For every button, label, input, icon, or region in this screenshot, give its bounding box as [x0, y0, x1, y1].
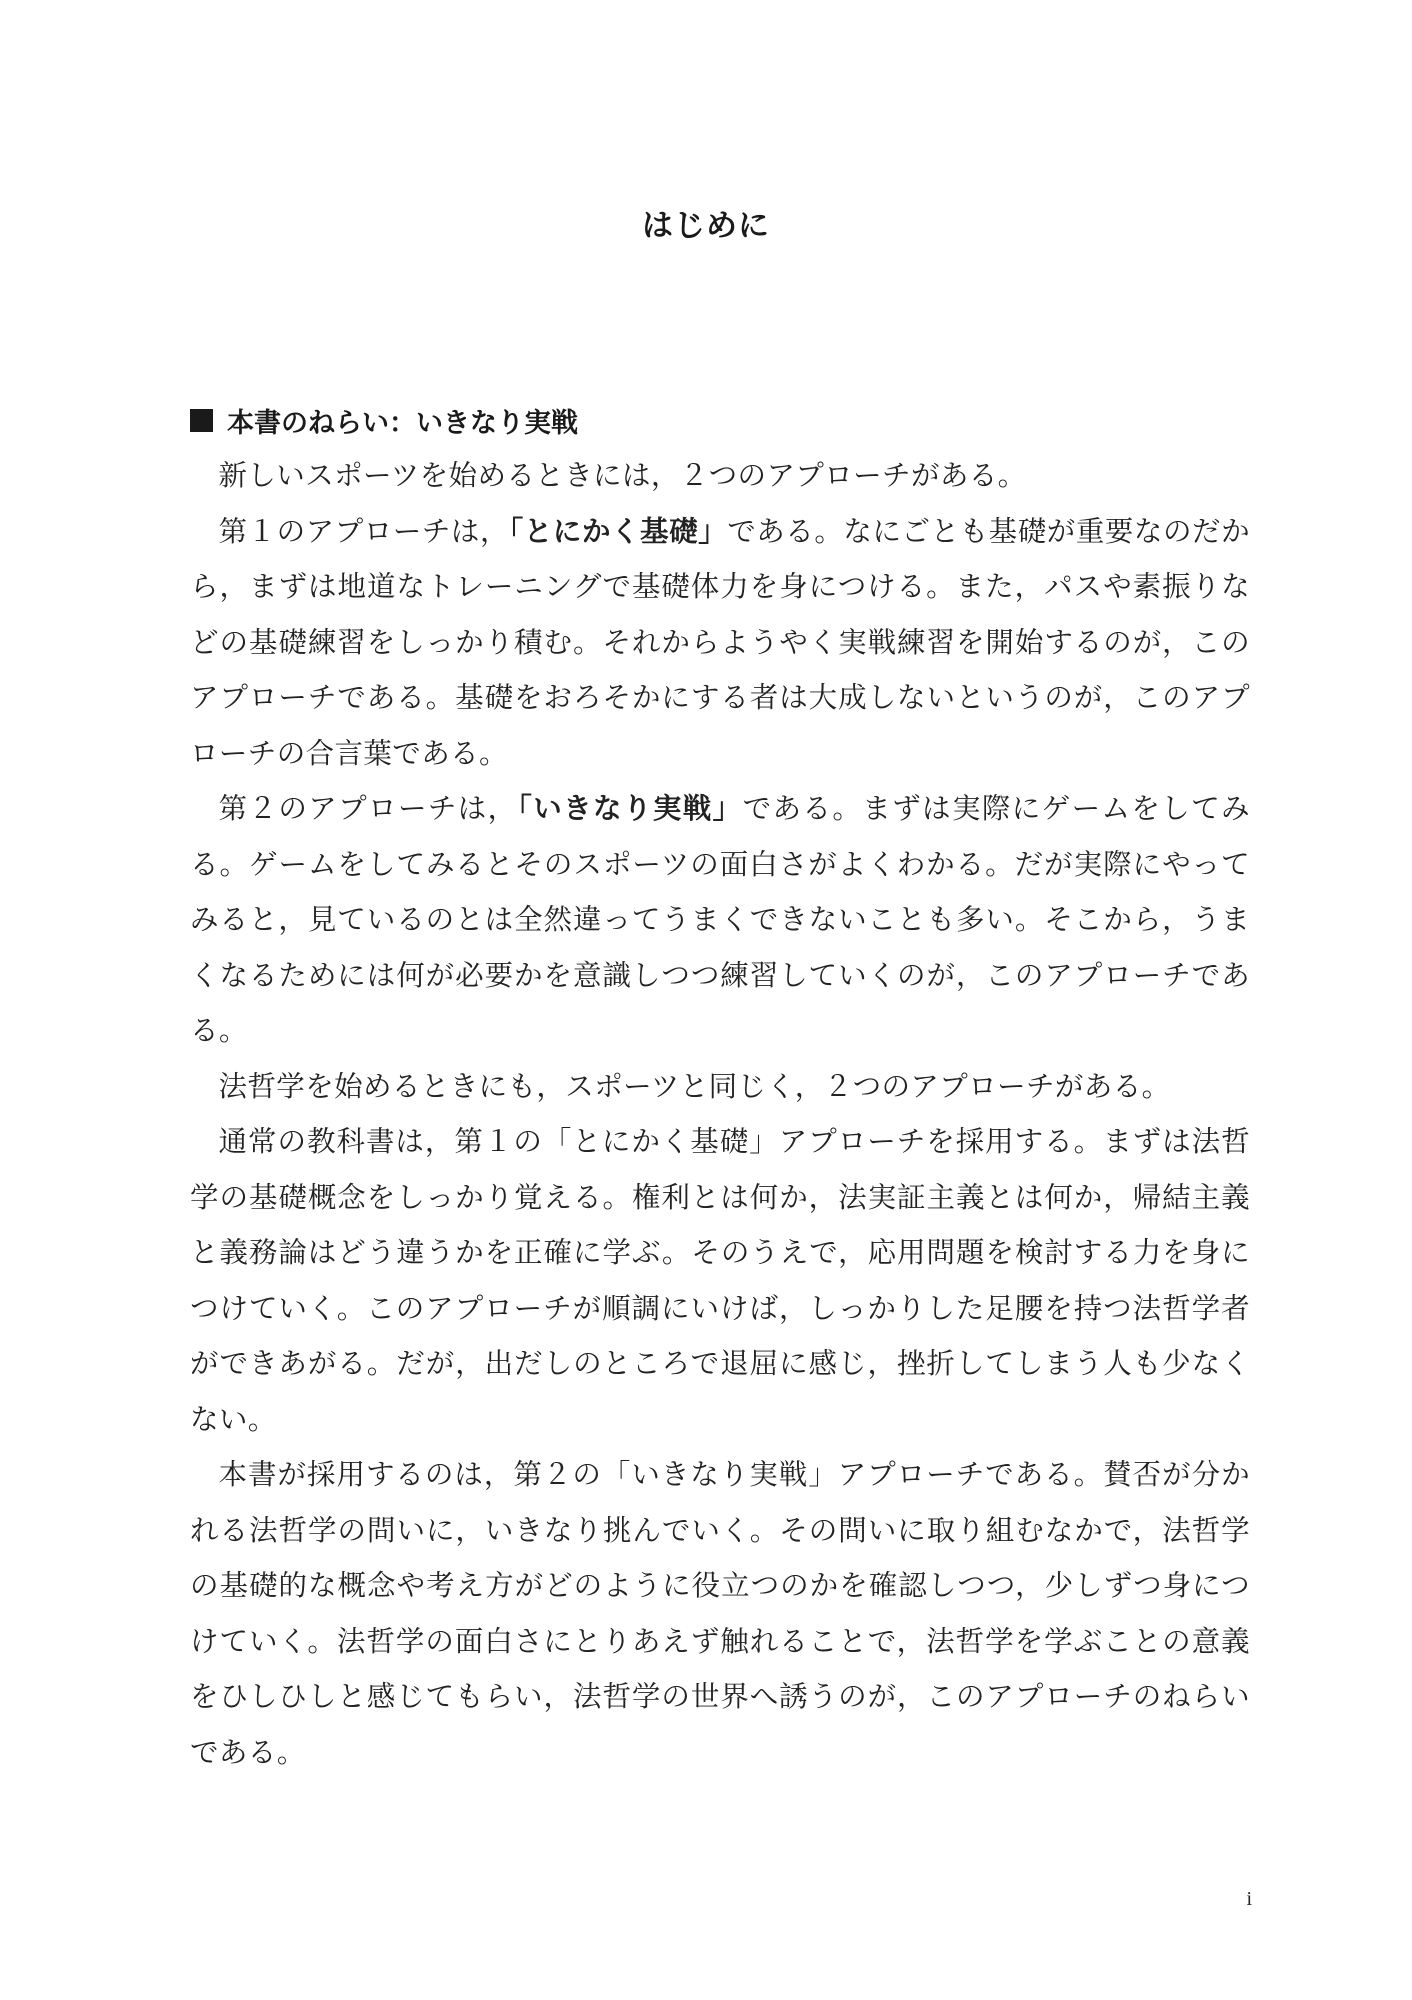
paragraph: [190, 504, 1250, 782]
paragraph: 法哲学を始めるときにも，スポーツと同じく，２つのアプローチがある。: [218, 1069, 1171, 1103]
emphasis-text: 「いきなり実戦」: [517, 792, 743, 825]
page-title: はじめに: [642, 208, 770, 244]
paragraph-text: 第１のアプローチは，: [218, 514, 510, 548]
paragraph-text: である。まずは実際にゲームをしてみる。ゲームをしてみるとそのスポーツの面白さがよくわかる。だが実際にやってみると，見ているのとは全然違ってうまくできないことも多い。そこから，うまくなるためには何が必要かを意識しつつ練習していくのが，このアプローチである。: [190, 792, 1250, 1047]
paragraph: [190, 781, 1250, 1059]
page-number: i: [1246, 1888, 1252, 1910]
emphasis-text: 「とにかく基礎」: [509, 514, 728, 548]
section-heading-text: 本書のねらい：いきなり実戦: [227, 407, 578, 439]
paragraph-text: である。なにごとも基礎が重要なのだから，まずは地道なトレーニングで基礎体力を身につける。また，パスや素振りなどの基礎練習をしっかり積む。それからようやく実戦練習を開始するのが，このアプローチである。基礎をおろそかにする者は大成しないというのが，このアプローチの合言葉である。: [190, 514, 1250, 770]
paragraph: 本書が採用するのは，第２の「いきなり実戦」アプローチである。賛否が分かれる法哲学の問いに，いきなり挑んでいく。その問いに取り組むなかで，法哲学の基礎的な概念や考え方がどのように役立つのかを確認しつつ，少しずつ身につけていく。法哲学の面白さにとりあえず触れることで，法哲学を学ぶことの意義をひしひしと感じてもらい，法哲学の世界へ誘うのが，このアプローチのねらいである。: [190, 1458, 1250, 1769]
paragraph: 新しいスポーツを始めるときには，２つのアプローチがある。: [218, 459, 1027, 492]
section: [190, 400, 1250, 1780]
paragraph: 通常の教科書は，第１の「とにかく基礎」アプローチを採用する。まずは法哲学の基礎概念をしっかり覚える。権利とは何か，法実証主義とは何か，帰結主義と義務論はどう違うかを正確に学ぶ。そのうえで，応用問題を検討する力を身につけていく。このアプローチが順調にいけば，しっかりした足腰を持つ法哲学者ができあがる。だが，出だしのところで退屈に感じ，挫折してしまう人も少なくない。: [190, 1125, 1250, 1436]
paragraph-text: 第２のアプローチは，: [218, 792, 518, 825]
square-bullet-icon: [190, 409, 213, 432]
section-heading: [190, 400, 1250, 440]
body-text: [190, 448, 1250, 1780]
